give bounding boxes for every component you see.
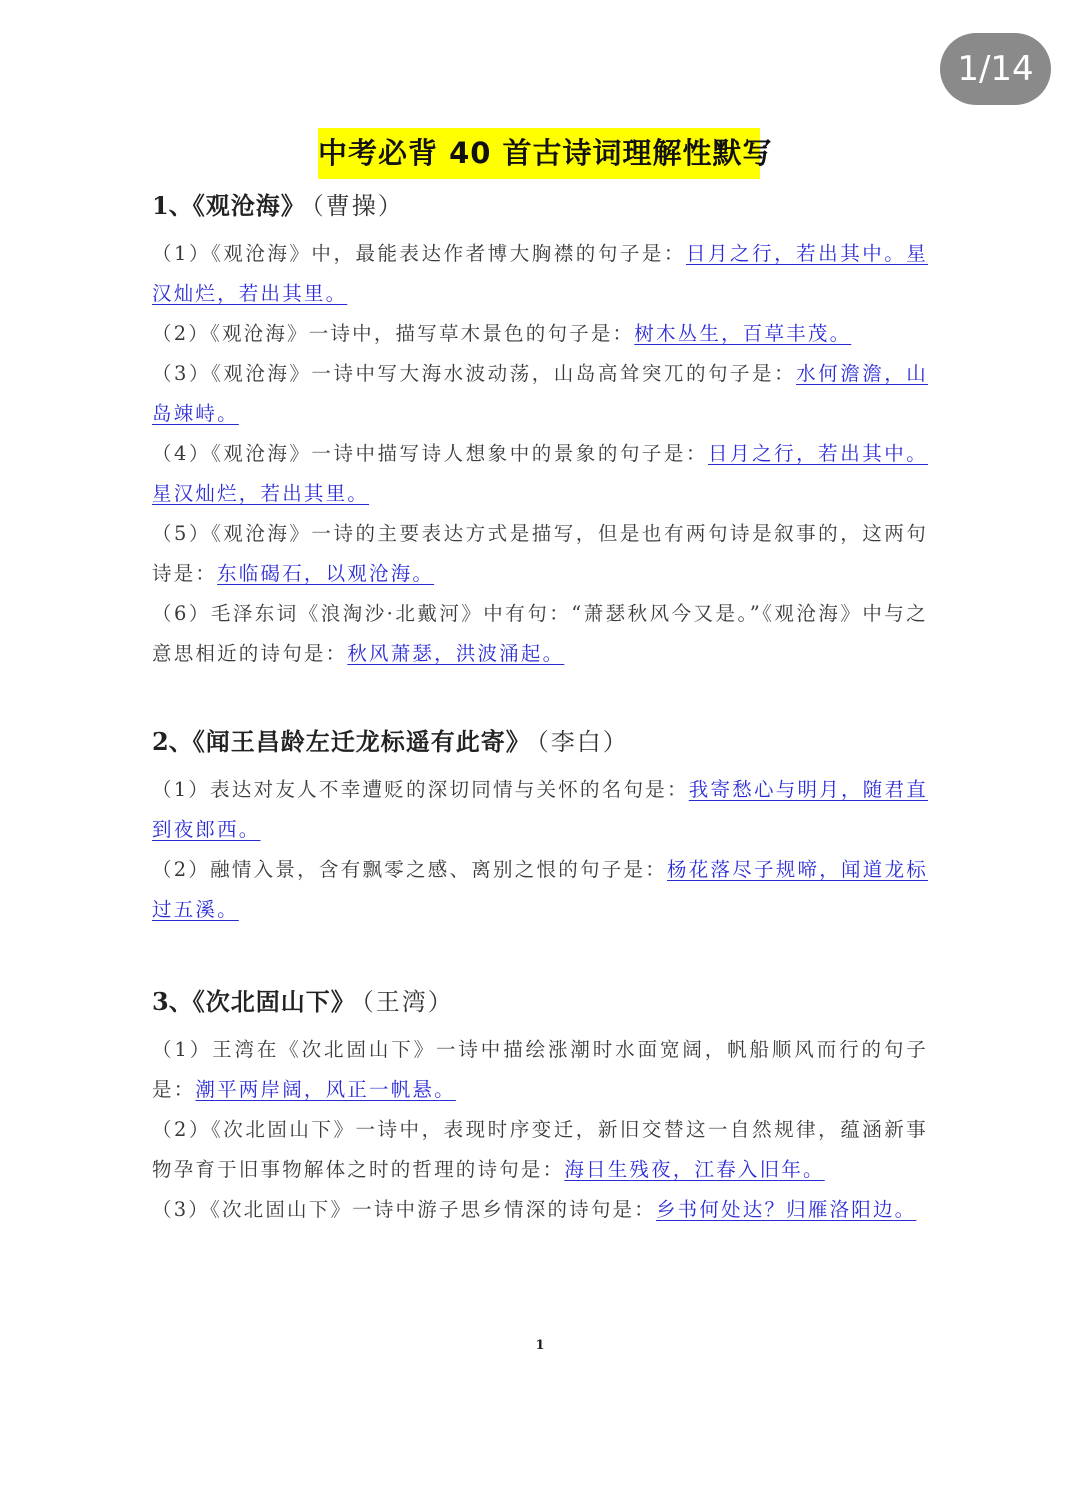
document-body — [152, 186, 928, 1230]
page-indicator[interactable]: 1/14 — [940, 33, 1051, 105]
poem-title: 《观沧海》 — [192, 191, 306, 220]
section-heading — [152, 186, 928, 226]
question-text: （1）《观沧海》中，最能表达作者博大胸襟的句子是： — [152, 242, 686, 265]
section-number: 1、 — [152, 191, 193, 220]
question-item — [152, 354, 928, 434]
section-2 — [152, 722, 928, 930]
question-item — [152, 770, 928, 850]
question-item — [152, 1030, 928, 1110]
question-text: （2）《次北固山下》一诗中，表现时序变迁，新旧交替这一自然规律，蕴涵新事物孕育于旧事物解体之时的哲理的诗句是： — [152, 1118, 928, 1181]
question-item — [152, 594, 928, 674]
question-text: （4）《观沧海》一诗中描写诗人想象中的景象的句子是： — [152, 442, 708, 465]
poem-title: 《次北固山下》 — [192, 987, 356, 1016]
answer-text: 杨花落尽子规啼，闻道龙标过五溪。 — [152, 858, 928, 921]
question-text: （2）融情入景，含有飘零之感、离别之恨的句子是： — [152, 858, 667, 881]
section-heading — [152, 722, 928, 762]
answer-text: 潮平两岸阔，风正一帆悬。 — [195, 1078, 456, 1101]
answer-text: 乡书何处达？归雁洛阳边。 — [655, 1198, 917, 1221]
question-item — [152, 434, 928, 514]
question-text: （6）毛泽东词《浪淘沙·北戴河》中有句：“萧瑟秋风今又是。”《观沧海》中与之意思相近的诗句是： — [152, 602, 928, 665]
question-text: （1）表达对友人不幸遭贬的深切同情与关怀的名句是： — [152, 778, 689, 801]
poem-author: （曹操） — [311, 192, 404, 220]
section-spacer — [152, 930, 928, 982]
poem-author: （王湾） — [361, 988, 454, 1016]
answer-text: 海日生残夜，江春入旧年。 — [564, 1158, 825, 1181]
section-number: 2、 — [152, 727, 193, 756]
question-text: （1）王湾在《次北固山下》一诗中描绘涨潮时水面宽阔，帆船顺风而行的句子是： — [152, 1038, 928, 1101]
answer-text: 我寄愁心与明月，随君直到夜郎西。 — [152, 778, 928, 841]
answer-text: 秋风萧瑟，洪波涌起。 — [347, 642, 565, 665]
question-item — [152, 314, 928, 354]
poem-title: 《闻王昌龄左迁龙标遥有此寄》 — [192, 727, 531, 756]
section-heading — [152, 982, 928, 1022]
question-item — [152, 514, 928, 594]
section-3 — [152, 982, 928, 1230]
answer-text: 树木丛生，百草丰茂。 — [634, 322, 852, 345]
answer-text: 日月之行，若出其中。星汉灿烂，若出其里。 — [152, 242, 928, 305]
question-item — [152, 234, 928, 314]
question-item — [152, 1110, 928, 1190]
question-item — [152, 850, 928, 930]
question-text: （3）《观沧海》一诗中写大海水波动荡，山岛高耸突兀的句子是： — [152, 362, 797, 385]
question-text: （5）《观沧海》一诗的主要表达方式是描写，但是也有两句诗是叙事的，这两句诗是： — [152, 522, 928, 585]
document-title: 中考必背 40 首古诗词理解性默写 — [318, 128, 760, 179]
section-spacer — [152, 674, 928, 722]
section-1 — [152, 186, 928, 674]
question-text: （3）《次北固山下》一诗中游子思乡情深的诗句是： — [152, 1198, 656, 1221]
answer-text: 日月之行，若出其中。星汉灿烂，若出其里。 — [152, 442, 928, 505]
poem-author: （李白） — [536, 728, 629, 756]
page-number: 1 — [535, 1338, 545, 1353]
answer-text: 水何澹澹，山岛竦峙。 — [152, 362, 928, 425]
answer-text: 东临碣石，以观沧海。 — [217, 562, 435, 585]
question-item — [152, 1190, 928, 1230]
question-text: （2）《观沧海》一诗中，描写草木景色的句子是： — [152, 322, 635, 345]
section-number: 3、 — [152, 987, 193, 1016]
